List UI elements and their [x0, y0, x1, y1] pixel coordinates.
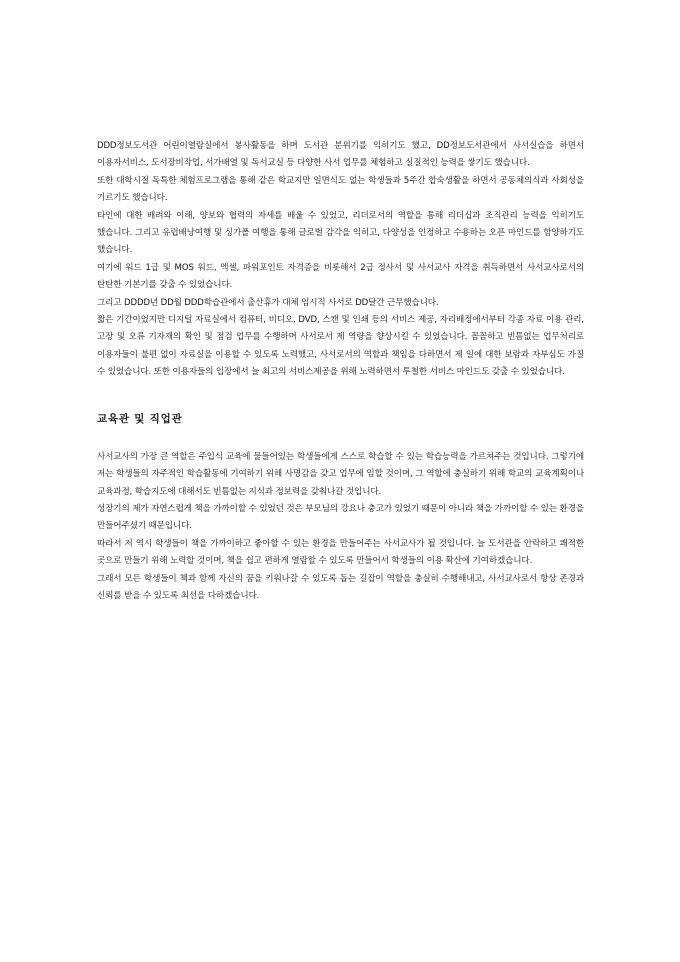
paragraph-childhood-environment: 성장기의 제가 자연스럽게 책을 가까이할 수 있었던 것은 부모님의 강요나 충고가 있었기 때문이 아니라 책을 가까이할 수 있는 환경을 만들어주셨기 때문입니다. — [97, 503, 584, 532]
education-philosophy-section — [97, 449, 584, 606]
section-heading-education-philosophy: 교육관 및 직업관 — [97, 412, 183, 425]
paragraph-temporary-job: 그리고 DDDD년 DD월 DDD학습관에서 출산휴가 대체 임시직 사서로 DD달간 근무했습니다. — [97, 297, 439, 308]
paragraph-volunteer-practicum: DDD정보도서관 어린이열람실에서 봉사활동을 하며 도서관 분위기를 익히기도 했고, DD정보도서관에서 사서실습을 하면서 이용자서비스, 도서장비작업, 서가배열 및 독서교실 등 다양한 사서 업무를 체험하고 실질적인 능력을 쌓기도 했습니다. — [97, 141, 584, 169]
paragraph-dormitory-program: 또한 대학시절 독특한 체험프로그램을 통해 같은 학교지만 일면식도 없는 학생들과 5주간 합숙생활을 하면서 공동체의식과 사회성을 기르기도 했습니다. — [97, 175, 584, 204]
paragraph-certifications: 여기에 워드 1급 및 MOS 워드, 엑셀, 파워포인트 자격증을 비롯해서 2급 정사서 및 사서교사 자격을 취득하면서 사서교사로서의 탄탄한 기본기를 갖출 수 있었습니다. — [97, 262, 584, 291]
document-page — [97, 138, 584, 605]
paragraph-digital-room-duties: 짧은 기간이었지만 디지털 자료실에서 컴퓨터, 비디오, DVD, 스캔 및 인쇄 등의 서비스 제공, 자리배정에서부터 각종 자료 이용 관리, 고장 및 오류 기자재의 확인 및 점검 업무를 수행하며 사서로서 제 역량을 향상시킬 수 있었습니다. 꼼꼼하고 빈틈없는 업무처리로 이용자들이 불편 없이 자료실을 이용할 수 있도록 노력했고, 사서로서의 역할과 책임을 다하면서 제 일에 대한 보람과 자부심도 가질 수 있었습니다. 또한 이용자들의 입장에서 늘 최고의 서비스제공을 위해 노력하면서 투철한 서비스 마인드도 갖출 수 있었습니다. — [97, 315, 584, 378]
paragraph-library-environment: 따라서 저 역시 학생들이 책을 가까이하고 좋아할 수 있는 환경을 만들어주는 사서교사가 될 것입니다. 늘 도서관을 안락하고 쾌적한 곳으로 만들기 위해 노력할 것이며, 책을 쉽고 편하게 열람할 수 있도록 만들어서 학생들의 이용 확산에 기여하겠습니다. — [97, 538, 584, 567]
paragraph-leadership-travel: 타인에 대한 배려와 이해, 양보와 협력의 자세를 배울 수 있었고, 리더로서의 역할을 통해 리더십과 조직관리 능력을 익히기도 했습니다. 그리고 유럽배낭여행 및 싱가폴 여행을 통해 글로벌 감각을 익히고, 다양성을 인정하고 수용하는 오픈 마인드를 함양하기도 했습니다. — [97, 210, 584, 256]
paragraph-role-of-teacher-librarian: 사서교사의 가장 큰 역할은 주입식 교육에 물들어있는 학생들에게 스스로 학습할 수 있는 학습능력을 가르쳐주는 것입니다. 그렇기에 저는 학생들의 자주적인 학습활동에 기여하기 위해 사명감을 갖고 업무에 임할 것이며, 그 역할에 충실하기 위해 학교의 교육계획이나 교육과정, 학습지도에 대해서도 빈틈없는 지식과 정보력을 갖춰나갈 것입니다. — [97, 451, 584, 497]
experience-section — [97, 138, 584, 382]
paragraph-closing-commitment: 그래서 모든 학생들이 책과 함께 자신의 꿈을 키워나갈 수 있도록 돕는 길잡이 역할을 충실히 수행해내고, 사서교사로서 항상 존경과 신뢰를 받을 수 있도록 최선을 다하겠습니다. — [97, 573, 584, 601]
